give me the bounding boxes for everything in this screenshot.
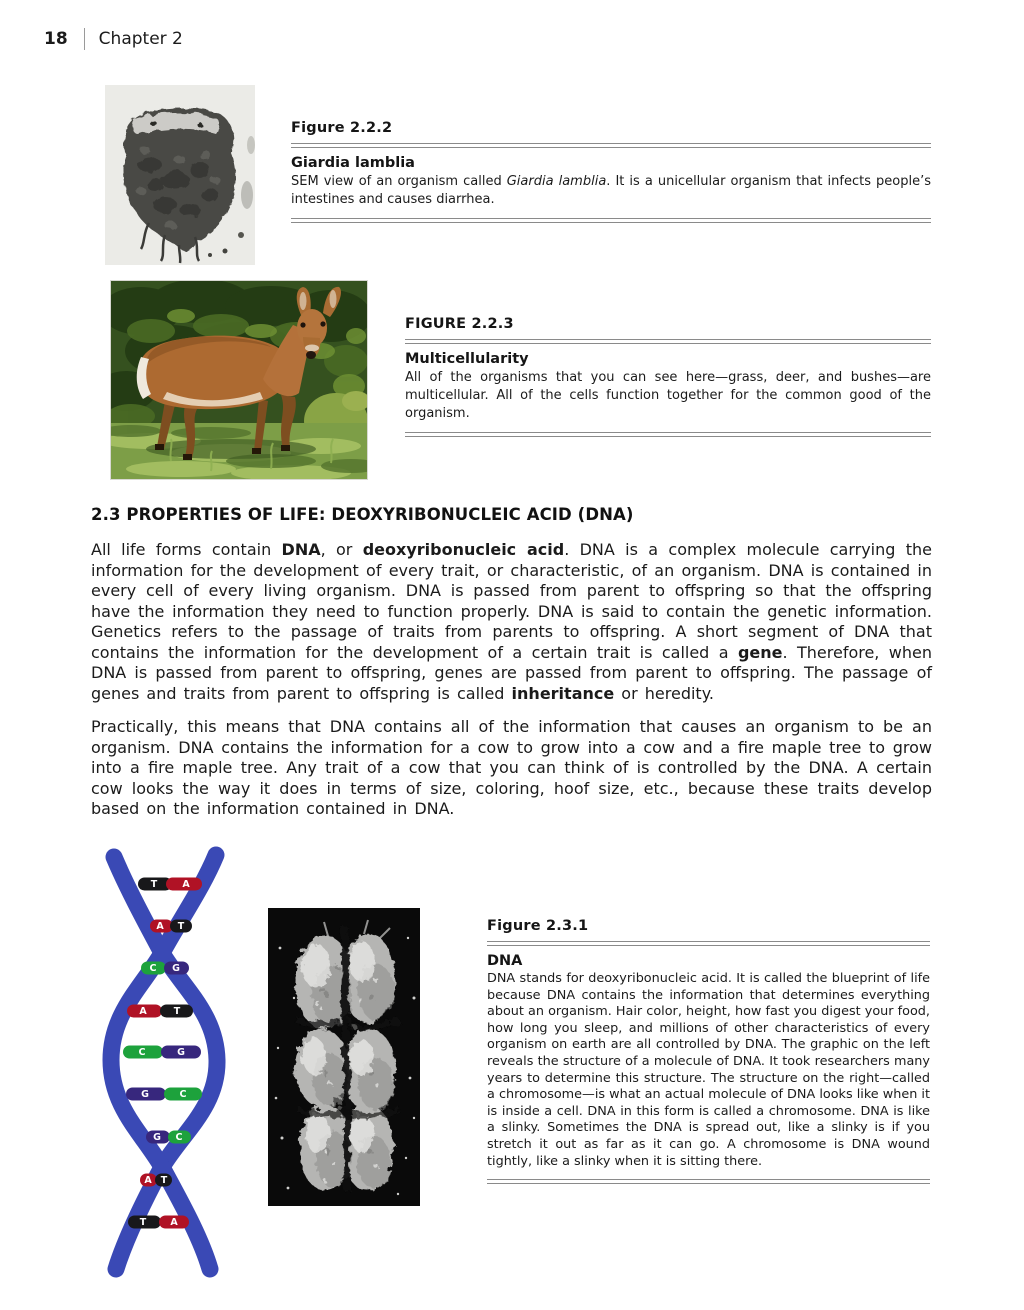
svg-text:C: C: [175, 1132, 183, 1143]
svg-text:T: T: [160, 1175, 168, 1186]
svg-text:T: T: [177, 921, 185, 932]
svg-text:A: A: [170, 1217, 178, 1228]
caption-rule: [487, 1179, 930, 1184]
dna-base-pair: [146, 1131, 191, 1144]
figure-222-label: Figure 2.2.2: [291, 120, 393, 136]
svg-text:T: T: [150, 879, 158, 890]
dna-base-pair: [126, 1088, 202, 1101]
dna-helix-illustration: [100, 845, 230, 1290]
deer-photo: [110, 280, 368, 480]
figure-231-text: DNA stands for deoxyribonucleic acid. It is called the blueprint of life because DNA contains the information that determines everything about an organism. Hair color, height, how fast you digest your food, how long you sleep, and millions of other characteristics of every organism on earth are all controlled by DNA. The graphic on the left reveals the structure of a molecule of DNA. It took researchers many years to determine this structure. The structure on the right—called a chromosome—is what an actual molecule of DNA looks like when it is inside a cell. DNA in this form is called a chromosome. DNA is like a slinky. Sometimes the DNA is spread out, like a slinky is if you stretch it out as far as it can go. A chromosome is DNA wound tightly, like a slinky when it is sitting there.: [487, 971, 930, 1169]
figure-223-text: All of the organisms that you can see here—grass, deer, and bushes—are multicellular. All of the cells function together for the common good of the organism.: [405, 370, 931, 421]
caption-rule: [291, 143, 931, 148]
dna-base-pair: [150, 920, 192, 933]
giardia-sem-image: [105, 85, 255, 265]
dna-base-pair: [138, 878, 202, 891]
dna-base-pair: [127, 1005, 193, 1018]
paragraph: All life forms contain DNA, or deoxyribonucleic acid. DNA is a complex molecule carrying the information for the development of every trait, or characteristic, of an organism. DNA is contained in every cell of every living organism. DNA is passed from parent to offspring so that the offspring have the information they need to function properly. DNA is said to contain the genetic information. Genetics refers to the passage of traits from parents to offspring. A short segment of DNA that contains the information for the development of a certain trait is called a gene. Therefore, when DNA is passed from parent to offspring, genes are passed from parent to offspring. The passage of genes and traits from parent to offspring is called inheritance or heredity.: [91, 540, 933, 703]
chapter-label: Chapter 2: [98, 29, 183, 49]
section-heading: 2.3 PROPERTIES OF LIFE: DEOXYRIBONUCLEIC ACID (DNA): [91, 505, 634, 524]
figure-223-title: Multicellularity: [405, 351, 529, 367]
figure-223-caption: [405, 316, 931, 437]
dna-base-pair: [128, 1216, 189, 1229]
caption-rule: [405, 339, 931, 344]
svg-text:G: G: [153, 1132, 161, 1143]
figure-231-caption: [487, 918, 930, 1184]
section-2-3: [91, 505, 932, 833]
svg-text:G: G: [141, 1089, 149, 1100]
caption-rule: [487, 941, 930, 946]
figure-222-text: SEM view of an organism called Giardia lamblia. It is a unicellular organism that infects people’s intestines and causes diarrhea.: [291, 174, 931, 207]
figure-222-title: Giardia lamblia: [291, 155, 415, 171]
svg-text:T: T: [173, 1006, 181, 1017]
chromosome-sem-image: [268, 908, 420, 1206]
svg-text:G: G: [177, 1047, 185, 1058]
page-header: [44, 28, 183, 50]
svg-text:C: C: [179, 1089, 187, 1100]
svg-text:A: A: [139, 1006, 147, 1017]
svg-text:C: C: [138, 1047, 146, 1058]
caption-rule: [405, 432, 931, 437]
dna-strand: [114, 857, 217, 1269]
svg-text:C: C: [149, 963, 157, 974]
dna-strand: [111, 855, 216, 1269]
figure-222-caption: [291, 120, 931, 223]
dna-base-pair: [123, 1046, 201, 1059]
paragraph: Practically, this means that DNA contains all of the information that causes an organism to be an organism. DNA contains the information for a cow to grow into a cow and a fire maple tree to grow into a fire maple tree. Any trait of a cow that you can think of is controlled by the DNA. A certain cow looks the way it does in terms of size, coloring, hoof size, etc., because these traits develop based on the information contained in DNA.: [91, 717, 932, 818]
svg-text:A: A: [144, 1175, 152, 1186]
figure-231-title: DNA: [487, 953, 523, 969]
caption-rule: [291, 218, 931, 223]
page-number: 18: [44, 29, 68, 49]
svg-text:T: T: [139, 1217, 147, 1228]
figure-223-label: FIGURE 2.2.3: [405, 316, 514, 332]
svg-text:A: A: [182, 879, 190, 890]
svg-text:G: G: [172, 963, 180, 974]
header-divider: [84, 28, 85, 50]
svg-text:A: A: [156, 921, 164, 932]
figure-231-label: Figure 2.3.1: [487, 918, 589, 934]
